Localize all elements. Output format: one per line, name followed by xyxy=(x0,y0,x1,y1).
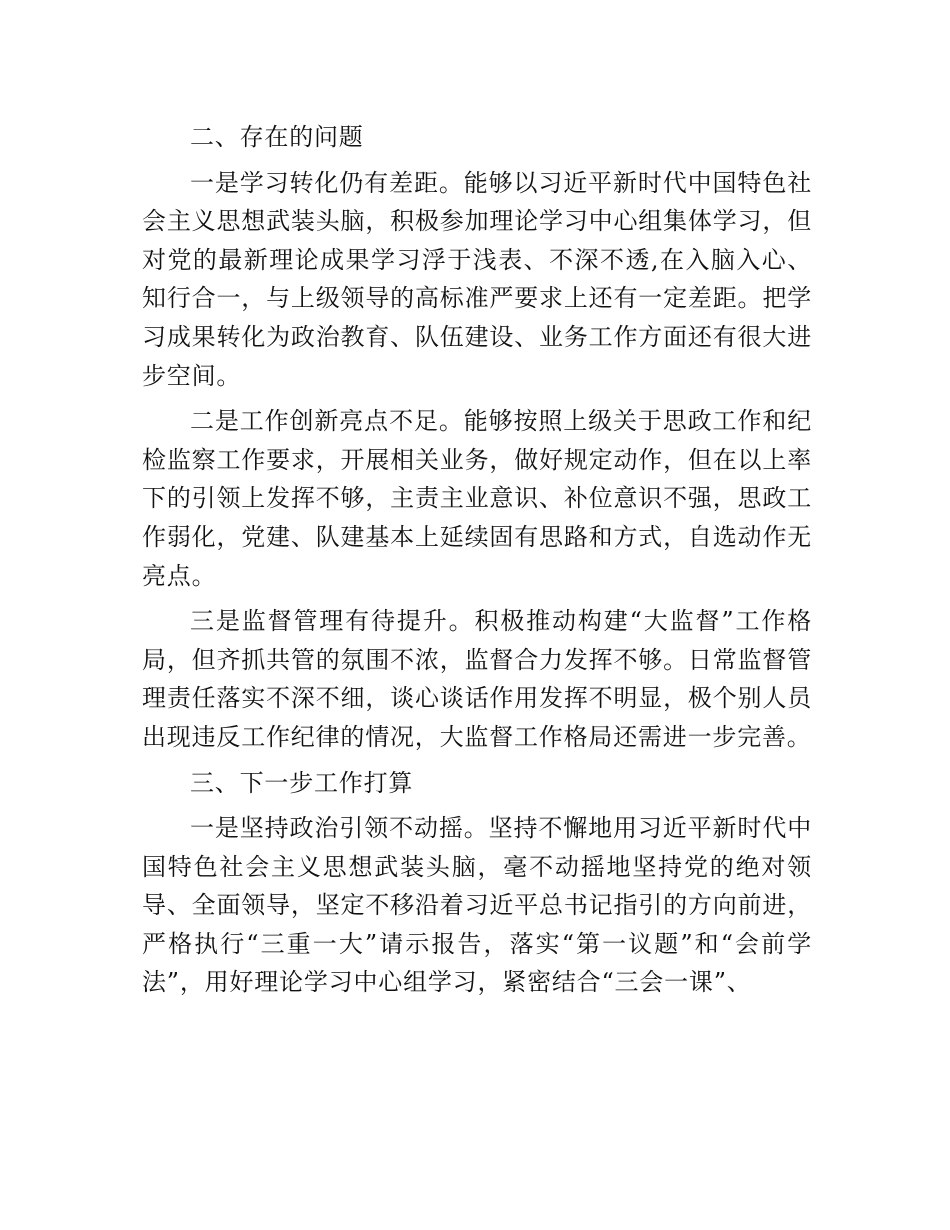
paragraph-learning-gap: 一是学习转化仍有差距。能够以习近平新时代中国特色社会主义思想武装头脑，积极参加理论学习中心组集体学习，但对党的最新理论成果学习浮于浅表、不深不透,在入脑入心、知行合一，与上级领导的高标准严要求上还有一定差距。把学习成果转化为政治教育、队伍建设、业务工作方面还有很大进步空间。 xyxy=(142,168,812,390)
paragraph-innovation-lacking: 二是工作创新亮点不足。能够按照上级关于思政工作和纪检监察工作要求，开展相关业务，做好规定动作，但在以上率下的引领上发挥不够，主责主业意识、补位意识不强，思政工作弱化，党建、队建基本上延续固有思路和方式，自选动作无亮点。 xyxy=(142,407,812,590)
section-heading-problems: 二、存在的问题 xyxy=(190,123,364,151)
section-heading-next-steps: 三、下一步工作打算 xyxy=(190,768,414,797)
paragraph-supervision-improvement: 三是监督管理有待提升。积极推动构建“大监督”工作格局，但齐抓共管的氛围不浓，监督合力发挥不够。日常监督管理责任落实不深不细，谈心谈话作用发挥不明显，极个别人员出现违反工作纪律的情况，大监督工作格局还需进一步完善。 xyxy=(142,607,812,751)
document-body xyxy=(142,118,812,1009)
paragraph-political-leadership: 一是坚持政治引领不动摇。坚持不懈地用习近平新时代中国特色社会主义思想武装头脑，毫不动摇地坚持党的绝对领导、全面领导，坚定不移沿着习近平总书记指引的方向前进，严格执行“三重一大”请示报告，落实“第一议题”和“会前学法”，用好理论学习中心组学习，紧密结合“三会一课”、 xyxy=(142,814,812,997)
